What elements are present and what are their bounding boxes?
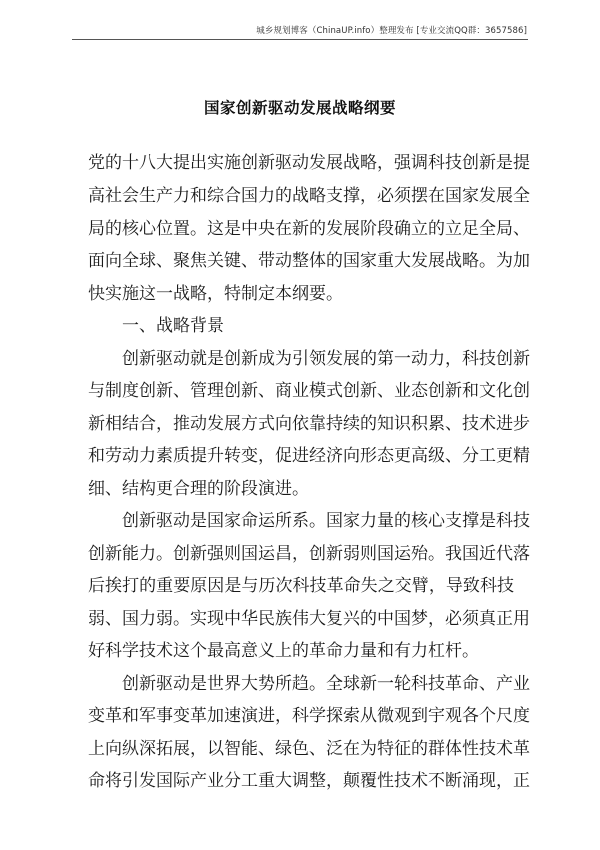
paragraph-line: 变革和军事变革加速演进，科学探索从微观到宇观各个尺度 (88, 706, 530, 726)
paragraph-line: 后挨打的重要原因是与历次科技革命失之交臂，导致科技 (88, 576, 514, 596)
paragraph-line: 创新驱动是国家命运所系。国家力量的核心支撑是科技 (122, 511, 530, 531)
paragraph-line: 高社会生产力和综合国力的战略支撑，必须摆在国家发展全 (88, 186, 530, 206)
paragraph-line: 好科学技术这个最高意义上的革命力量和有力杠杆。 (88, 641, 479, 661)
paragraph-line: 快实施这一战略，特制定本纲要。 (88, 284, 343, 304)
paragraph-line: 面向全球、聚焦关键、带动整体的国家重大发展战略。为加 (88, 251, 530, 271)
header-source-note: 城乡规划博客（ChinaUP.info）整理发布 [专业交流QQ群：3657586] (256, 26, 527, 36)
paragraph-line: 命将引发国际产业分工重大调整，颠覆性技术不断涌现，正 (88, 771, 530, 791)
paragraph-line: 党的十八大提出实施创新驱动发展战略，强调科技创新是提 (88, 153, 530, 173)
paragraph-line: 细、结构更合理的阶段演进。 (88, 479, 309, 499)
paragraph-line: 和劳动力素质提升转变，促进经济向形态更高级、分工更精 (88, 446, 530, 466)
header-divider (72, 39, 528, 40)
paragraph-line: 新相结合，推动发展方式向依靠持续的知识积累、技术进步 (88, 414, 530, 434)
paragraph-line: 创新驱动就是创新成为引领发展的第一动力，科技创新 (122, 349, 530, 369)
paragraph-line: 上向纵深拓展，以智能、绿色、泛在为特征的群体性技术革 (88, 739, 530, 759)
paragraph-line: 与制度创新、管理创新、商业模式创新、业态创新和文化创 (88, 381, 530, 401)
paragraph-line: 创新能力。创新强则国运昌，创新弱则国运殆。我国近代落 (88, 544, 530, 564)
paragraph-line: 创新驱动是世界大势所趋。全球新一轮科技革命、产业 (122, 674, 530, 694)
document-title: 国家创新驱动发展战略纲要 (203, 99, 396, 117)
paragraph-line: 局的核心位置。这是中央在新的发展阶段确立的立足全局、 (88, 219, 530, 239)
section-heading: 一、战略背景 (122, 316, 224, 336)
paragraph-line: 弱、国力弱。实现中华民族伟大复兴的中国梦，必须真正用 (88, 609, 530, 629)
